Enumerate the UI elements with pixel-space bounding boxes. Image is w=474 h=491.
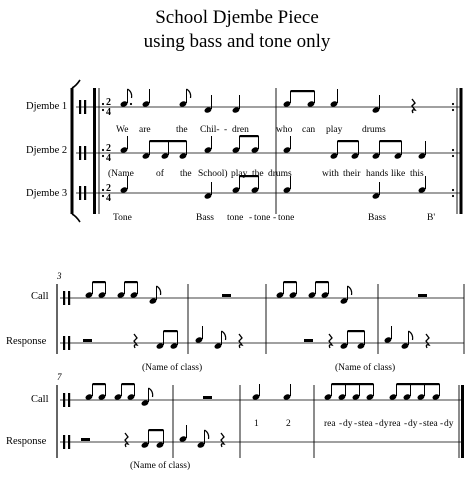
time-signature-den: 4 <box>106 107 111 118</box>
lyric: drums <box>362 125 386 135</box>
lyric: Bass <box>368 213 386 223</box>
ready-steady-syllable: - <box>419 419 423 429</box>
lyric: We <box>116 125 129 135</box>
ready-steady-syllable: - <box>440 419 444 429</box>
lyric: tone <box>278 213 295 223</box>
lyric: School) <box>198 169 228 179</box>
lyric: B' <box>427 213 436 223</box>
ready-steady-syllable: rea <box>324 419 336 429</box>
lyric: with <box>322 169 339 179</box>
ready-steady-syllable: stea <box>423 419 438 429</box>
lyric: the <box>176 125 188 135</box>
lyric: (Name <box>108 169 134 179</box>
lyric: play <box>231 169 248 179</box>
lyric: are <box>139 125 151 135</box>
system-3 <box>57 372 464 471</box>
time-signature-den: 4 <box>106 193 111 204</box>
lyric: this <box>410 169 424 179</box>
lyric: tone <box>227 213 244 223</box>
percussion-clef <box>63 393 70 449</box>
lyric: can <box>302 125 316 135</box>
count-number: 2 <box>286 419 291 429</box>
djembe-1-notes <box>120 89 415 114</box>
lyric: hands <box>366 169 389 179</box>
lyric: the <box>252 169 264 179</box>
annotation-name-of-class: (Name of class) <box>130 461 191 471</box>
lyric: who <box>276 125 293 135</box>
time-signature-num: 2 <box>106 183 111 194</box>
ready-steady-syllable: - <box>339 419 343 429</box>
measure-number: 3 <box>57 271 62 281</box>
label-djembe-1: Djembe 1 <box>26 101 68 112</box>
lyric: tone <box>254 213 271 223</box>
lyric: play <box>326 125 343 135</box>
ready-steady-syllable: dy <box>408 419 418 429</box>
ready-steady-syllable: - <box>354 419 358 429</box>
measure-number: 7 <box>57 372 62 382</box>
label-call-1: Call <box>31 291 49 302</box>
label-djembe-2: Djembe 2 <box>26 145 68 156</box>
lyric: dren <box>232 125 249 135</box>
score-title: School Djembe Piece <box>155 7 319 28</box>
ready-steady-syllable: rea <box>389 419 401 429</box>
system-2 <box>56 271 464 373</box>
ready-steady-syllable: - <box>404 419 408 429</box>
time-signature-den: 4 <box>106 153 111 164</box>
lyric: drums <box>268 169 292 179</box>
time-signature-num: 2 <box>106 143 111 154</box>
count-number: 1 <box>254 419 259 429</box>
ready-steady-syllable: dy <box>343 419 353 429</box>
score-subtitle: using bass and tone only <box>143 31 331 52</box>
ready-steady-syllable: stea <box>358 419 373 429</box>
annotation-name-of-class: (Name of class) <box>142 363 203 373</box>
djembe-2-notes <box>120 135 427 160</box>
lyric: - <box>224 125 228 135</box>
label-response-1: Response <box>6 336 47 347</box>
label-response-2: Response <box>6 436 47 447</box>
lyric: like <box>391 169 406 179</box>
lyric: of <box>156 169 164 179</box>
system-1 <box>72 80 463 223</box>
lyric: the <box>180 169 192 179</box>
lyric: - <box>273 213 277 223</box>
lyric: Bass <box>196 213 214 223</box>
lyric: Tone <box>113 213 132 223</box>
label-djembe-3: Djembe 3 <box>26 188 68 199</box>
lyric: Chil- <box>200 125 220 135</box>
percussion-clef <box>79 100 86 200</box>
label-call-2: Call <box>31 394 49 405</box>
lyric: their <box>343 169 361 179</box>
ready-steady-syllable: - <box>375 419 379 429</box>
ready-steady-syllable: dy <box>379 419 389 429</box>
lyric: - <box>249 213 253 223</box>
time-signature-num: 2 <box>106 97 111 108</box>
annotation-name-of-class: (Name of class) <box>335 363 396 373</box>
percussion-clef <box>63 291 70 350</box>
ready-steady-syllable: dy <box>444 419 454 429</box>
